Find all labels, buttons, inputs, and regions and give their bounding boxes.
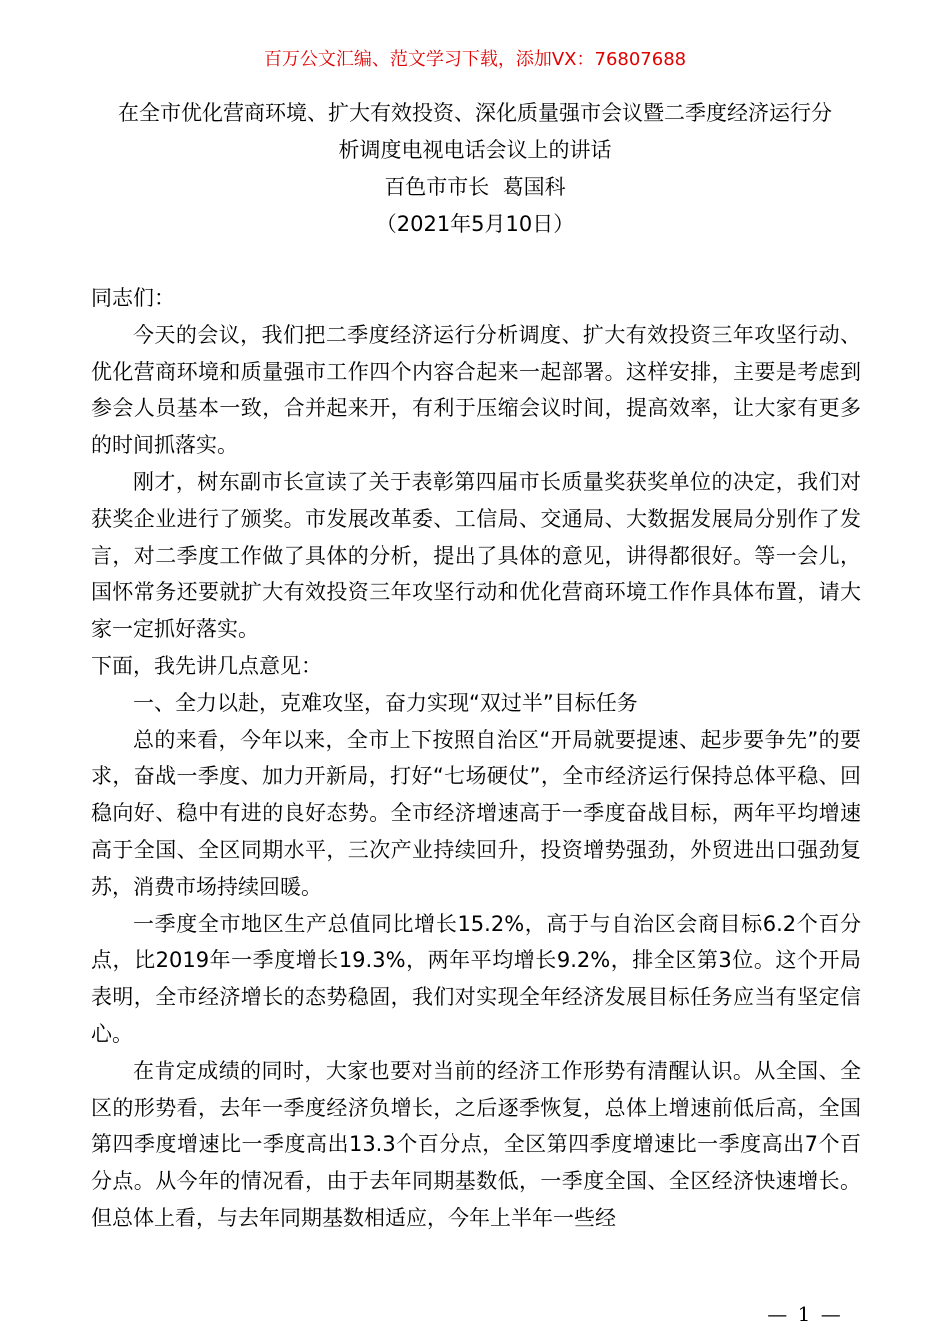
paragraph-2: 刚才，树东副市长宣读了关于表彰第四届市长质量奖获奖单位的决定，我们对获奖企业进行了颁奖。市发展改革委、工信局、交通局、大数据发展局分别作了发言，对二季度工作做了具体的分析，提出了具体的意见，讲得都很好。等一会儿，国怀常务还要就扩大有效投资三年攻坚行动和优化营商环境工作作具体布置，请大家一定抓好落实。	[91, 469, 861, 642]
paragraph-5: 一季度全市地区生产总值同比增长15.2%，高于与自治区会商目标6.2个百分点，比2019年一季度增长19.3%，两年平均增长9.2%，排全区第3位。这个开局表明，全市经济增长的态势稳固，我们对实现全年经济发展目标任务应当有坚定信心。	[91, 911, 861, 1046]
speaker-line: 百色市市长 葛国科	[384, 175, 566, 199]
page-number: — 1 —	[767, 1302, 843, 1326]
title-block	[60, 95, 890, 243]
section-heading-1: 一、全力以赴，克难攻坚，奋力实现“双过半”目标任务	[133, 690, 638, 715]
paragraph-4: 总的来看，今年以来，全市上下按照自治区“开局就要提速、起步要争先”的要求，奋战一季度、加力开新局，打好“七场硬仗”，全市经济运行保持总体平稳、回稳向好、稳中有进的良好态势。全市经济增速高于一季度奋战目标，两年平均增速高于全国、全区同期水平，三次产业持续回升，投资增势强劲，外贸进出口强劲复苏，消费市场持续回暖。	[91, 727, 861, 899]
title-line-1: 在全市优化营商环境、扩大有效投资、深化质量强市会议暨二季度经济运行分	[118, 101, 832, 125]
document-body	[91, 280, 861, 1237]
paragraph-3: 下面，我先讲几点意见：	[91, 653, 322, 678]
title-line-2: 析调度电视电话会议上的讲话	[338, 138, 612, 162]
date-line: （2021年5月10日）	[375, 212, 575, 236]
header-banner: 百万公文汇编、范文学习下载，添加VX：76807688	[263, 49, 687, 70]
salutation: 同志们：	[91, 286, 175, 310]
paragraph-6: 在肯定成绩的同时，大家也要对当前的经济工作形势有清醒认识。从全国、全区的形势看，去年一季度经济负增长，之后逐季恢复，总体上增速前低后高，全国第四季度增速比一季度高出13.3个百分点，全区第四季度增速比一季度高出7个百分点。从今年的情况看，由于去年同期基数低，一季度全国、全区经济快速增长。但总体上看，与去年同期基数相适应，今年上半年一些经	[91, 1058, 861, 1230]
paragraph-1: 今天的会议，我们把二季度经济运行分析调度、扩大有效投资三年攻坚行动、优化营商环境和质量强市工作四个内容合起来一起部署。这样安排，主要是考虑到参会人员基本一致，合并起来开，有利于压缩会议时间，提高效率，让大家有更多的时间抓落实。	[91, 322, 861, 458]
